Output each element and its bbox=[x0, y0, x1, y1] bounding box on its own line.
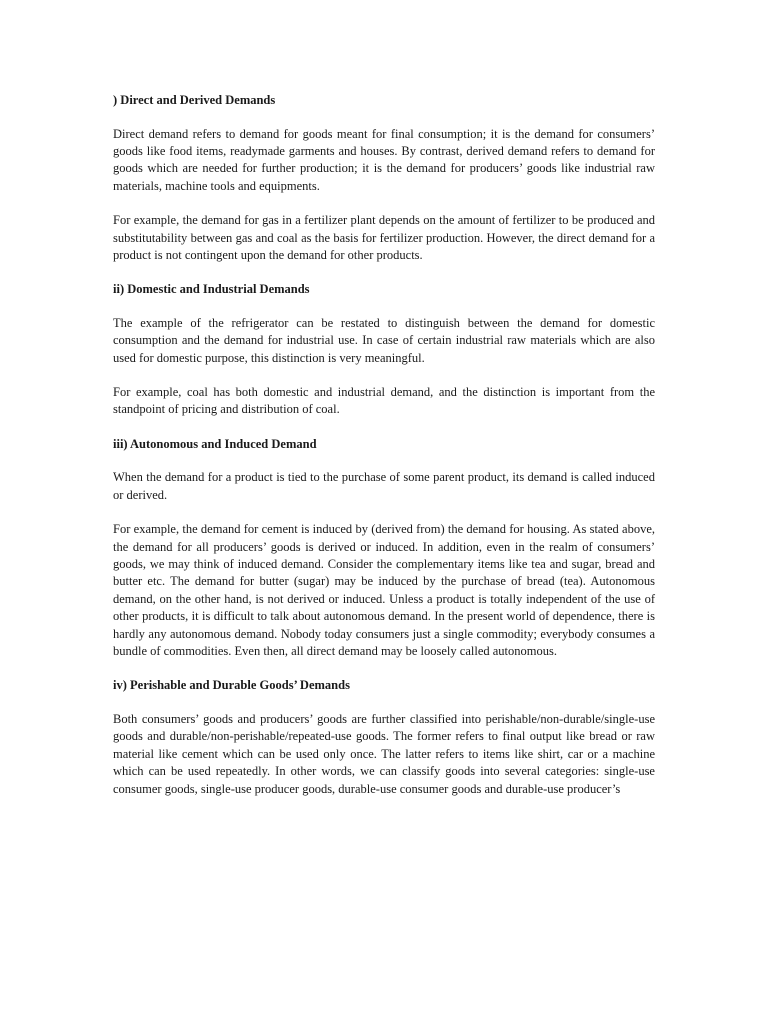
section-domestic-industrial bbox=[113, 281, 655, 419]
paragraph: When the demand for a product is tied to the purchase of some parent product, its demand is called induced or derived. bbox=[113, 470, 655, 502]
section-heading: ) Direct and Derived Demands bbox=[113, 93, 276, 107]
section-perishable-durable bbox=[113, 677, 655, 798]
paragraph: The example of the refrigerator can be restated to distinguish between the demand for domestic consumption and the demand for industrial use. In case of certain industrial raw materials which are also used for domestic purpose, this distinction is very meaningful. bbox=[113, 315, 655, 365]
paragraph: Both consumers’ goods and producers’ goods are further classified into perishable/non-durable/single-use goods and durable/non-perishable/repeated-use goods. The former refers to final output like bread or raw material like cement which can be used only once. The latter refers to items like shirt, car or a machine which can be used repeatedly. In other words, we can classify goods into several categories: single-use consumer goods, single-use producer goods, durable-use consumer goods and durable-use producer’s bbox=[113, 711, 655, 796]
section-autonomous-induced bbox=[113, 436, 655, 661]
section-direct-derived bbox=[113, 92, 655, 264]
paragraph: Direct demand refers to demand for goods meant for final consumption; it is the demand for consumers’ goods like food items, readymade garments and houses. By contrast, derived demand refers to demand for goods which are needed for further production; it is the demand for producers’ goods like industrial raw materials, machine tools and equipments. bbox=[113, 126, 655, 193]
paragraph: For example, the demand for gas in a fertilizer plant depends on the amount of fertilizer to be produced and substitutability between gas and coal as the basis for fertilizer production. However, the direct demand for a product is not contingent upon the demand for other products. bbox=[113, 213, 655, 262]
document-page bbox=[113, 92, 655, 815]
paragraph: For example, the demand for cement is induced by (derived from) the demand for housing. As stated above, the demand for all producers’ goods is derived or induced. In addition, even in the realm of consumers’ goods, we may think of induced demand. Consider the complementary items like tea and sugar, bread and butter etc. The demand for butter (sugar) may be induced by the purchase of bread (tea). Autonomous demand, on the other hand, is not derived or induced. Unless a product is totally independent of the use of other products, it is difficult to talk about autonomous demand. In the present world of dependence, there is hardly any autonomous demand. Nobody today consumers just a single commodity; everybody consumes a bundle of commodities. Even then, all direct demand may be loosely called autonomous. bbox=[113, 522, 655, 659]
section-heading: ii) Domestic and Industrial Demands bbox=[113, 282, 310, 297]
section-heading: iii) Autonomous and Induced Demand bbox=[113, 436, 317, 451]
section-heading: iv) Perishable and Durable Goods’ Demands bbox=[113, 678, 350, 693]
paragraph: For example, coal has both domestic and industrial demand, and the distinction is important from the standpoint of pricing and distribution of coal. bbox=[113, 385, 655, 417]
